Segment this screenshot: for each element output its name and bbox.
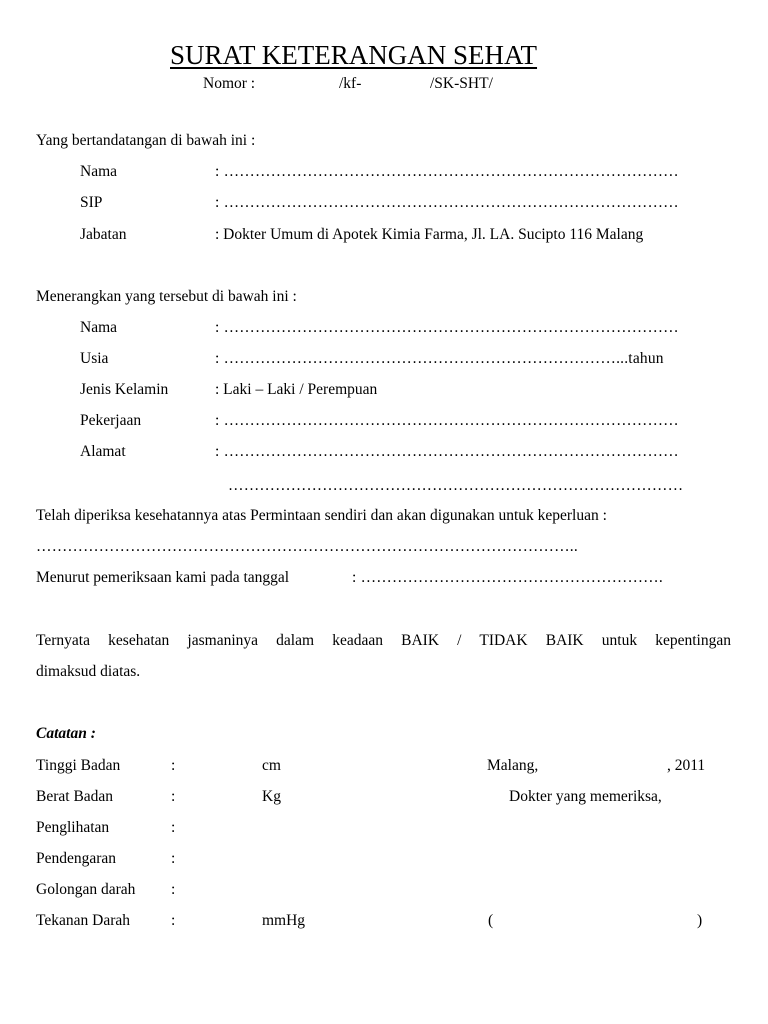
signature-doctor-title: Dokter yang memeriksa, (509, 788, 662, 805)
berat-badan-unit: Kg (262, 788, 281, 805)
nomor-sk: /SK-SHT/ (430, 75, 493, 92)
tinggi-badan-colon: : (171, 757, 176, 774)
document-title: SURAT KETERANGAN SEHAT (170, 40, 538, 70)
subject-pekerjaan-field: : …………………………………………………………………………… (215, 412, 679, 429)
penglihatan-label: Penglihatan (36, 819, 110, 836)
signature-close-paren: ) (697, 912, 703, 929)
exam-date-label: Menurut pemeriksaan kami pada tanggal (36, 569, 290, 586)
signer-intro: Yang bertandatangan di bawah ini : (36, 132, 256, 149)
tekanan-darah-colon: : (171, 912, 176, 929)
subject-usia-field: : …………………………………………………………………...tahun (215, 350, 664, 367)
berat-badan-label: Berat Badan (36, 788, 114, 805)
result-statement: Ternyata kesehatan jasmaninya dalam keadaan BAIK / TIDAK BAIK untuk kepentingan (36, 632, 731, 649)
subject-pekerjaan-label: Pekerjaan (80, 412, 142, 429)
result-statement-2: dimaksud diatas. (36, 663, 141, 680)
pendengaran-colon: : (171, 850, 176, 867)
signer-jabatan-label: Jabatan (80, 226, 127, 243)
signer-sip-field: : …………………………………………………………………………… (215, 194, 679, 211)
signer-nama-label: Nama (80, 163, 118, 180)
signature-year: , 2011 (667, 757, 706, 774)
tekanan-darah-unit: mmHg (262, 912, 306, 929)
subject-jenis-kelamin-label: Jenis Kelamin (80, 381, 169, 398)
nomor-kf: /kf- (339, 75, 362, 92)
subject-jenis-kelamin-value: : Laki – Laki / Perempuan (215, 381, 378, 398)
pendengaran-label: Pendengaran (36, 850, 117, 867)
nomor-label: Nomor : (203, 75, 256, 92)
penglihatan-colon: : (171, 819, 176, 836)
tinggi-badan-unit: cm (262, 757, 281, 774)
tinggi-badan-label: Tinggi Badan (36, 757, 121, 774)
exam-purpose-field: ………………………………………………………………………………………….. (36, 538, 578, 555)
subject-nama-label: Nama (80, 319, 118, 336)
subject-alamat-label: Alamat (80, 443, 126, 460)
exam-purpose-text: Telah diperiksa kesehatannya atas Permintaan sendiri dan akan digunakan untuk keperluan : (36, 507, 607, 524)
golongan-darah-colon: : (171, 881, 176, 898)
golongan-darah-label: Golongan darah (36, 881, 136, 898)
subject-alamat-field: : …………………………………………………………………………… (215, 443, 679, 460)
signer-sip-label: SIP (80, 194, 103, 211)
subject-alamat-field-2: …………………………………………………………………………… (228, 477, 684, 494)
signer-jabatan-value: : Dokter Umum di Apotek Kimia Farma, Jl. LA. Sucipto 116 Malang (215, 226, 644, 243)
subject-nama-field: : …………………………………………………………………………… (215, 319, 679, 336)
signature-open-paren: ( (488, 912, 494, 929)
signature-city: Malang, (487, 757, 539, 774)
tekanan-darah-label: Tekanan Darah (36, 912, 131, 929)
berat-badan-colon: : (171, 788, 176, 805)
signer-nama-field: : …………………………………………………………………………… (215, 163, 679, 180)
subject-usia-label: Usia (80, 350, 109, 367)
exam-date-field: : …………………………………………………. (352, 569, 663, 586)
notes-heading: Catatan : (36, 725, 96, 742)
subject-intro: Menerangkan yang tersebut di bawah ini : (36, 288, 297, 305)
